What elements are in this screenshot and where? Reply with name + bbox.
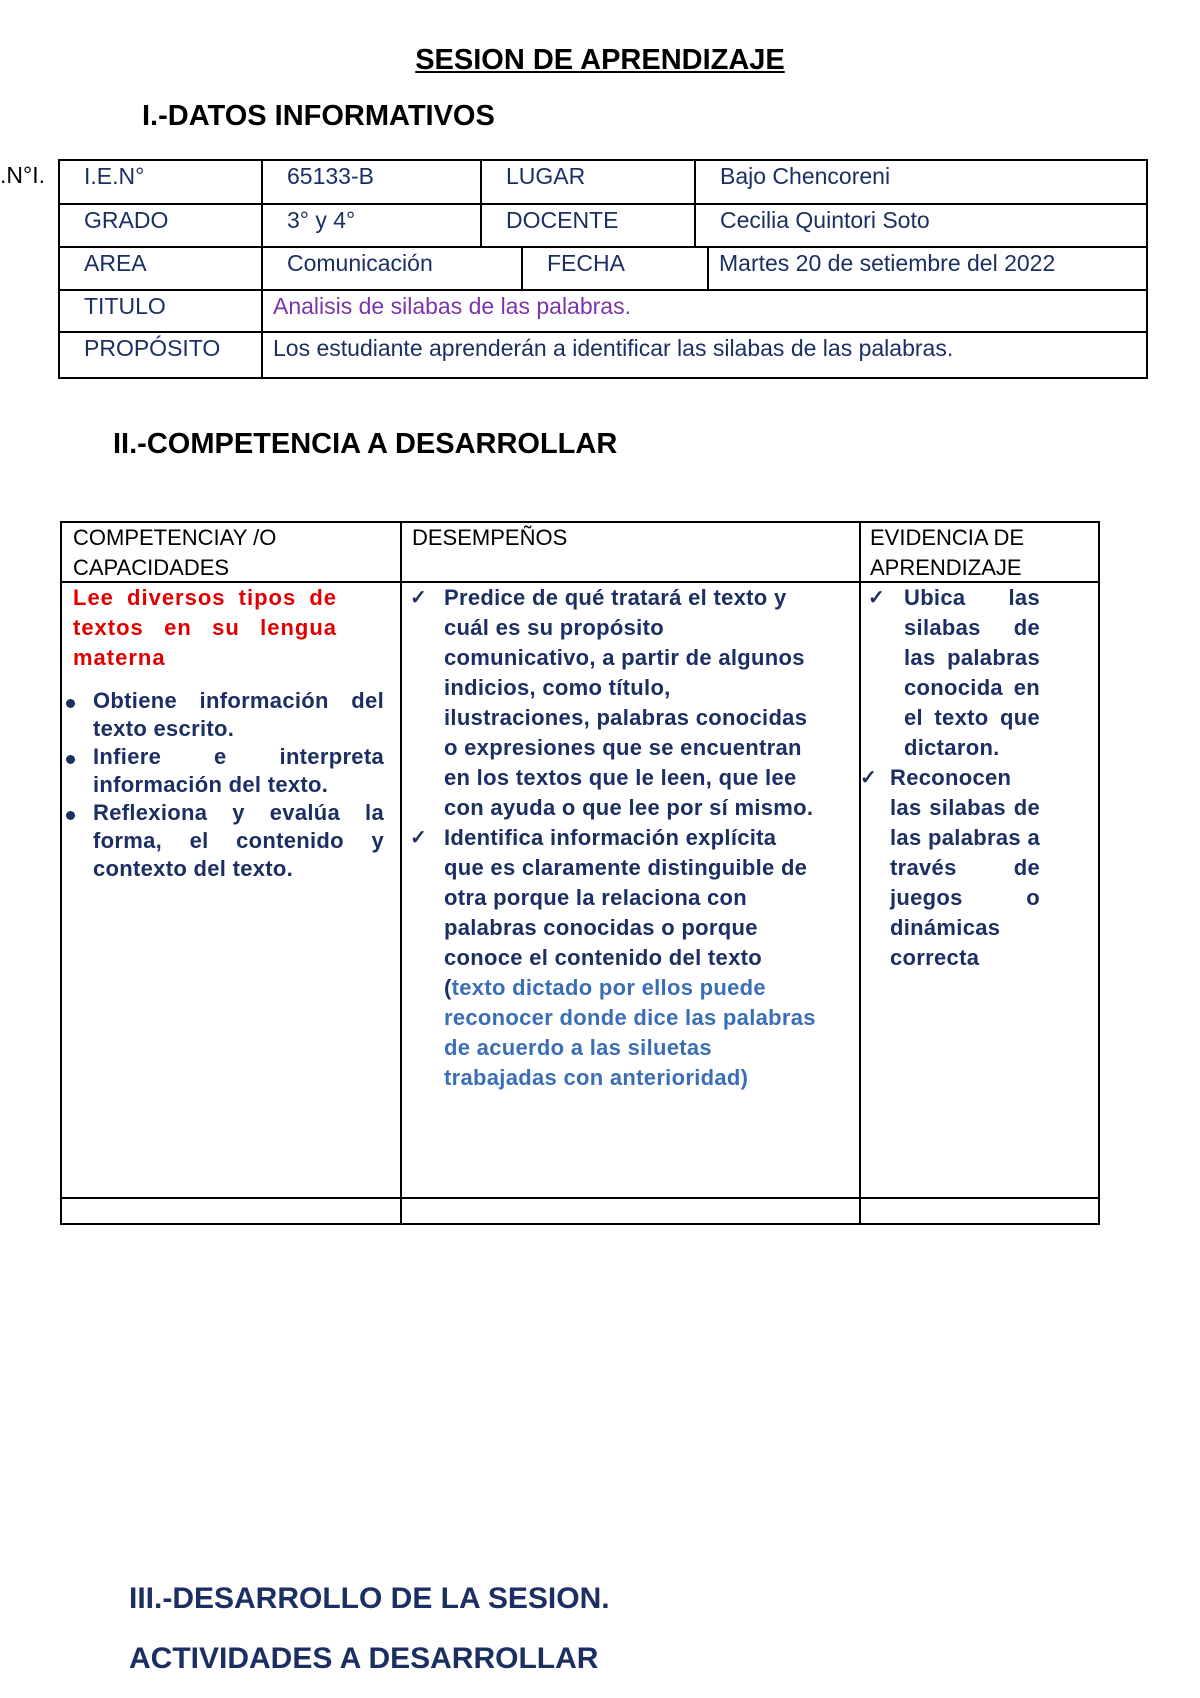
datos-table (58, 159, 1148, 379)
proposito-value: Los estudiante aprenderán a identificar las silabas de las palabras. (273, 335, 954, 361)
desempeno-item (410, 823, 818, 1093)
check-mark-icon: ✓ (868, 587, 886, 609)
docente-value: Cecilia Quintori Soto (720, 207, 930, 233)
check-mark-icon: ✓ (410, 827, 428, 849)
column-divider (400, 523, 402, 1223)
docente-label: DOCENTE (482, 205, 696, 246)
competencia-table (60, 521, 1100, 1225)
ie-label: I.E.N° (60, 161, 263, 203)
section-desarrollo-heading: III.-DESARROLLO DE LA SESION. (129, 1582, 610, 1615)
datos-row-ie (60, 161, 1146, 205)
desempeno-note: texto dictado por ellos puede reconocer donde dice las palabras de acuerdo a las siluetas trabajadas con anterioridad) (444, 975, 816, 1090)
evidencia-column (860, 583, 1040, 973)
section-datos-heading: I.-DATOS INFORMATIVOS (142, 100, 495, 132)
row-prefix: .N°I. (0, 162, 45, 188)
desempeno-text: Identifica información explícita que es claramente distinguible de otra porque la relaciona con palabras conocidas o porque conoce el contenido del texto ( (444, 825, 808, 1000)
competencia-title: Lee diversos tipos de textos en su lengua materna (73, 585, 337, 670)
lugar-value: Bajo Chencoreni (720, 163, 891, 189)
desempeno-item (410, 583, 818, 823)
datos-row-titulo (60, 291, 1146, 333)
bullet-icon (66, 811, 75, 820)
evidencia-item (860, 763, 1040, 973)
capacidad-text: Reflexiona y evalúa la forma, el contenido y contexto del texto. (93, 800, 384, 881)
capacidad-item (62, 743, 384, 799)
header-competencia: COMPETENCIAY /O CAPACIDADES (73, 525, 277, 580)
bullet-icon (66, 699, 75, 708)
capacidad-text: Obtiene información del texto escrito. (93, 688, 384, 741)
datos-row-grado (60, 205, 1146, 248)
capacidad-item (62, 799, 384, 883)
proposito-label: PROPÓSITO (60, 333, 263, 379)
check-mark-icon: ✓ (860, 767, 878, 789)
datos-row-area (60, 248, 1146, 291)
evidencia-text: Ubica las silabas de las palabras conocida en el texto que dictaron. (904, 585, 1040, 760)
area-value: Comunicación (263, 248, 523, 289)
desempeno-text: Predice de qué tratará el texto y cuál es su propósito comunicativo, a partir de algunos indicios, como título, ilustraciones, palabras conocidas o expresiones que se encuentran en los textos que le leen, que lee con ayuda o que lee por sí mismo. (444, 585, 814, 820)
header-desempenos: DESEMPEÑOS (412, 525, 568, 550)
footer-divider (62, 1197, 1098, 1199)
fecha-value: Martes 20 de setiembre del 2022 (719, 250, 1056, 276)
competencia-column (73, 583, 384, 883)
check-mark-icon: ✓ (410, 587, 428, 609)
evidencia-text: Reconocen las silabas de las palabras a través de juegos o dinámicas correcta (890, 765, 1040, 970)
document-title: SESION DE APRENDIZAJE (415, 44, 785, 76)
capacidad-text: Infiere e interpreta información del texto. (93, 744, 384, 797)
ie-value: 65133-B (263, 161, 482, 203)
lugar-label: LUGAR (482, 161, 696, 203)
datos-row-proposito (60, 333, 1146, 379)
bullet-icon (66, 755, 75, 764)
grado-value: 3° y 4° (263, 205, 482, 246)
titulo-value: Analisis de silabas de las palabras. (273, 293, 631, 319)
titulo-label: TITULO (60, 291, 263, 331)
section-actividades-heading: ACTIVIDADES A DESARROLLAR (129, 1642, 599, 1675)
capacidad-item (62, 687, 384, 743)
section-competencia-heading: II.-COMPETENCIA A DESARROLLAR (113, 428, 618, 460)
evidencia-item (868, 583, 1040, 763)
area-label: AREA (60, 248, 263, 289)
fecha-label: FECHA (523, 248, 709, 289)
header-evidencia: EVIDENCIA DE APRENDIZAJE (870, 525, 1025, 580)
grado-label: GRADO (60, 205, 263, 246)
desempenos-column (410, 583, 818, 1093)
